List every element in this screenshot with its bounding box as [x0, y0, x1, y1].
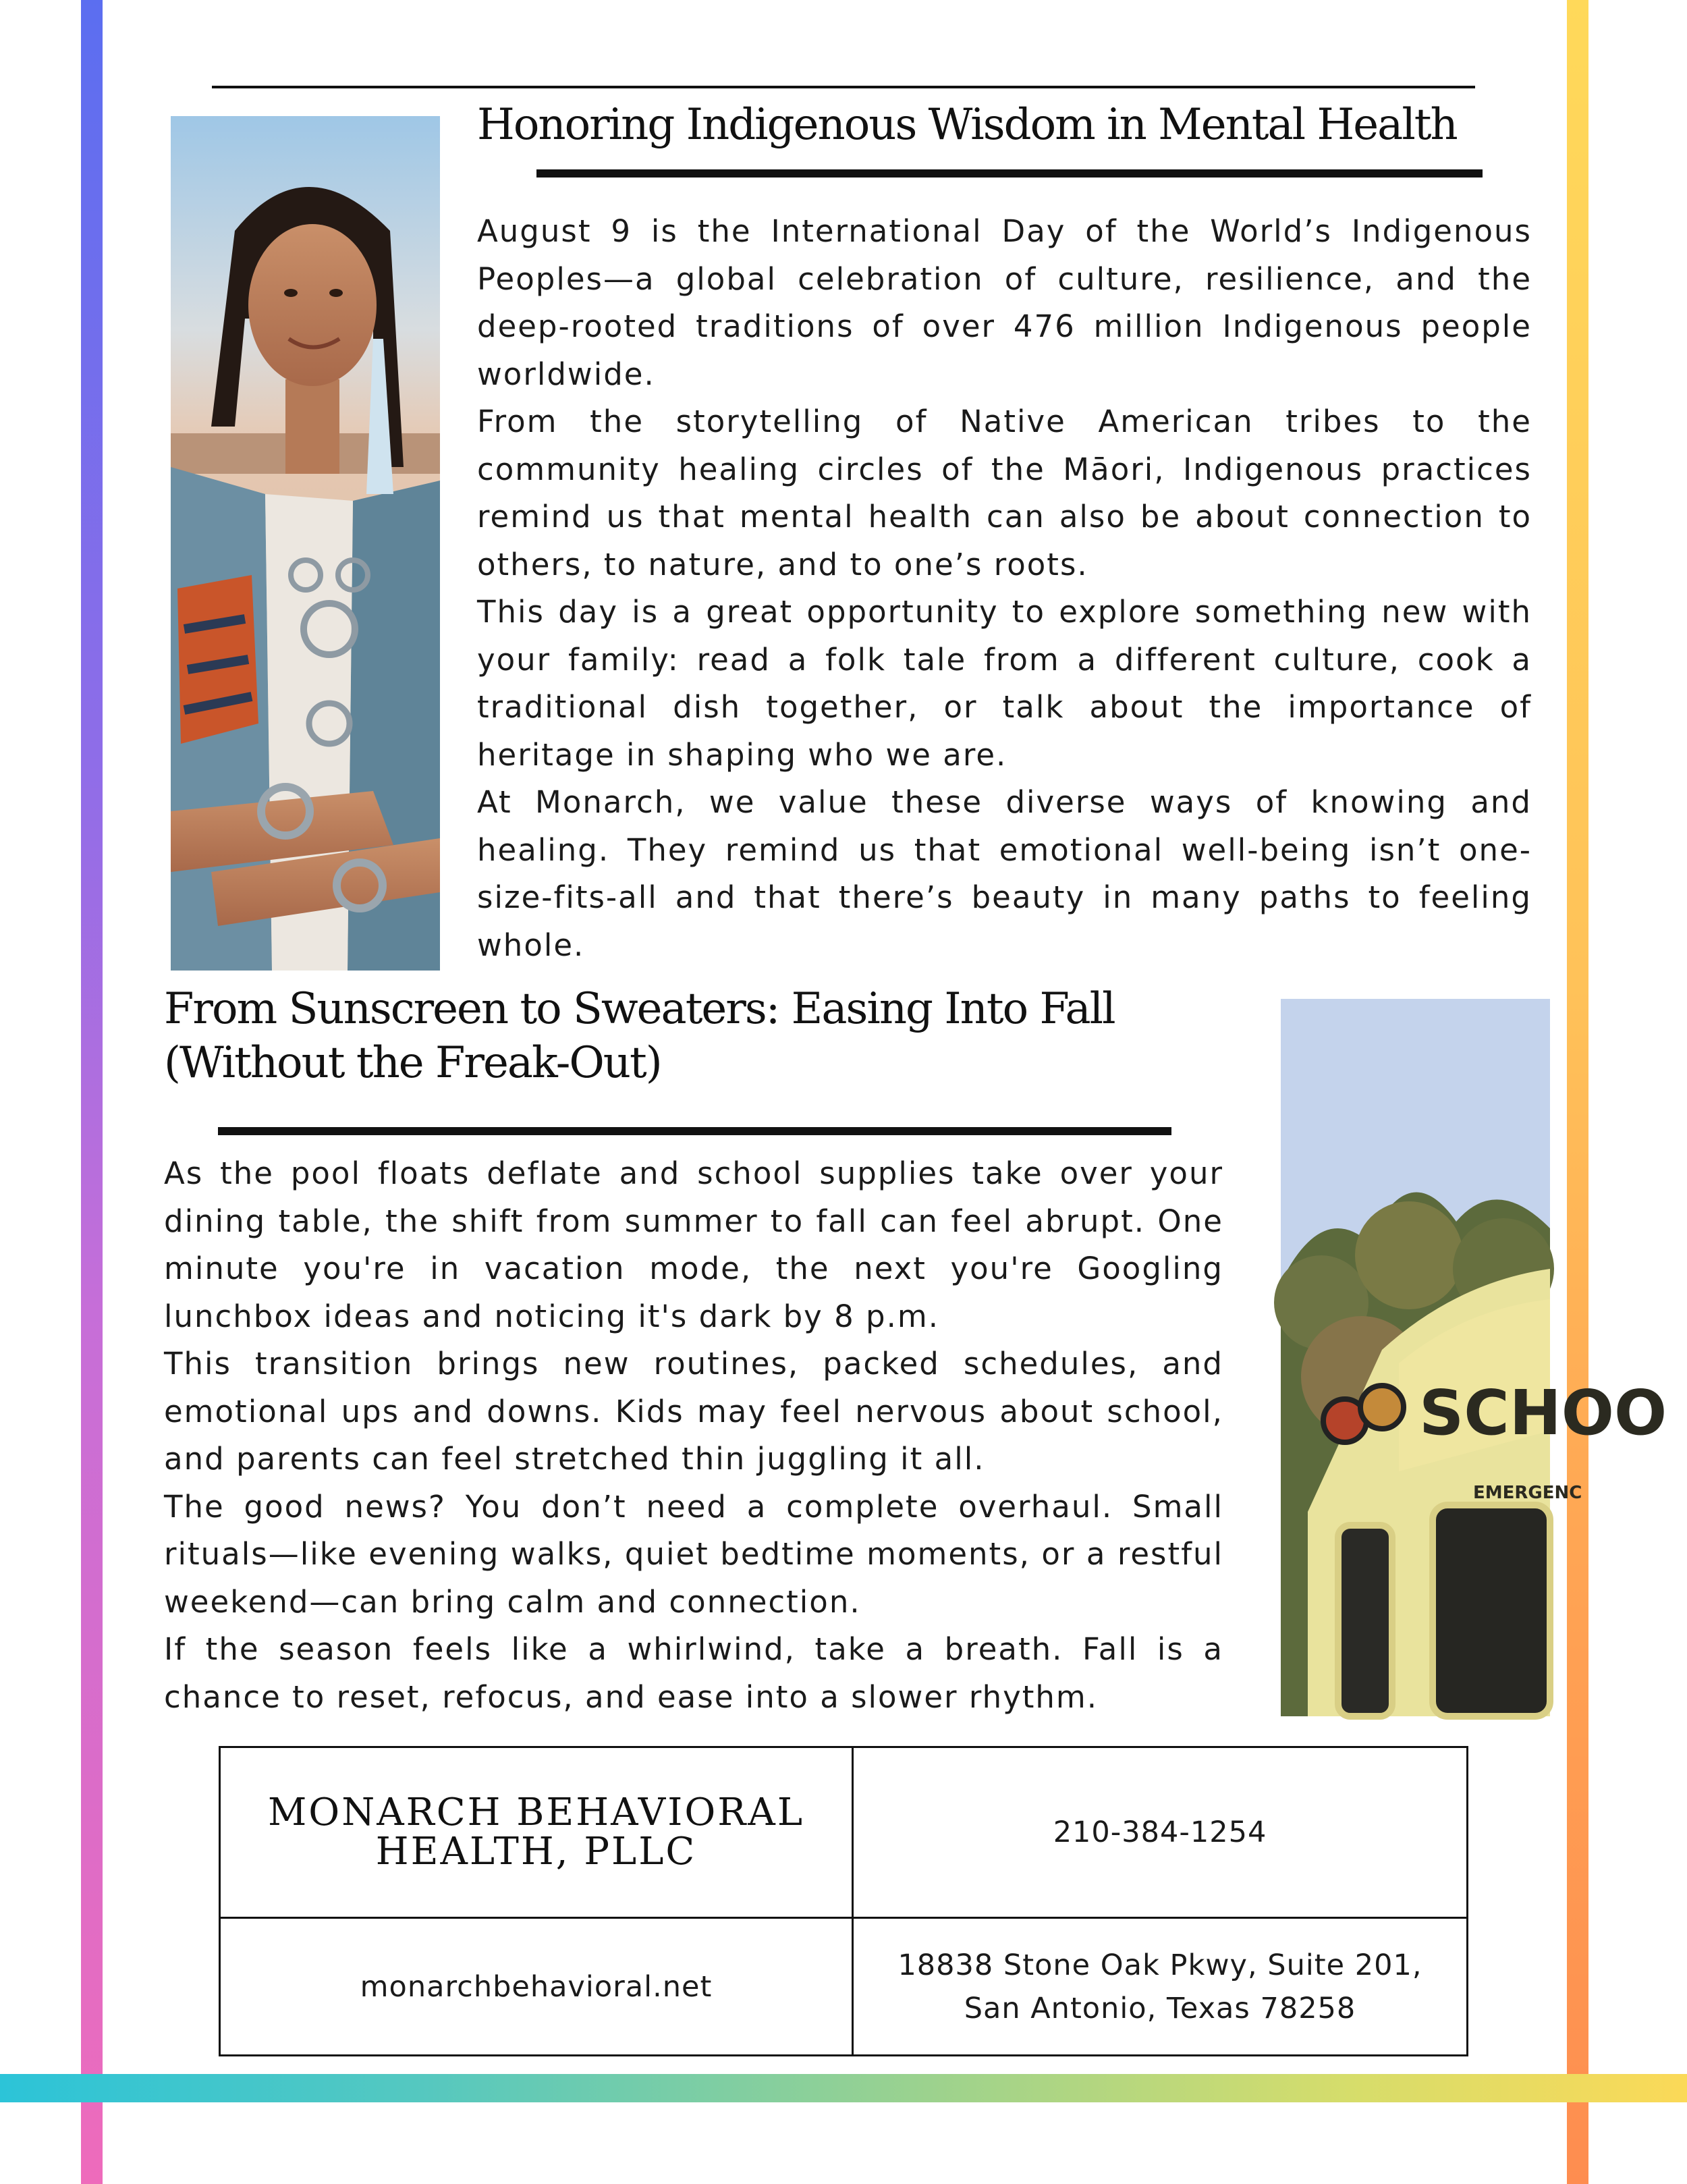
- address-line-2: San Antonio, Texas 78258: [964, 1991, 1356, 2025]
- article2-title: [164, 982, 1176, 1090]
- website-cell: [221, 1919, 852, 2054]
- article2-title-line-2: (Without the Freak-Out): [164, 1038, 661, 1088]
- portrait-photo: [171, 116, 440, 971]
- article1-paragraph-1: August 9 is the International Day of the World’s Indigenous Peoples—a global celebration of culture, resilience, and the deep-rooted traditions of over 476 million Indigenous people worldwide.: [477, 213, 1532, 392]
- article2-paragraph-2: This transition brings new routines, packed schedules, and emotional ups and downs. Kids may feel nervous about school, and parents can feel stretched thin juggling it all.: [164, 1346, 1223, 1477]
- website-link[interactable]: monarchbehavioral.net: [360, 1969, 713, 2004]
- frame-left-stripe: [81, 0, 103, 2184]
- article2-paragraph-1: As the pool floats deflate and school supplies take over your dining table, the shift from summer to fall can feel abrupt. One minute you're in vacation mode, the next you're Googling lunchbox ideas and noticing it's dark by 8 p.m.: [164, 1155, 1223, 1334]
- article1-paragraph-4: At Monarch, we value these diverse ways of knowing and healing. They remind us that emotional well-being isn’t one-size-fits-all and that there’s beauty in many paths to feeling whole.: [477, 784, 1532, 963]
- address-cell: [854, 1919, 1466, 2054]
- article2-paragraph-4: If the season feels like a whirlwind, take a breath. Fall is a chance to reset, refocus, and ease into a slower rhythm.: [164, 1631, 1223, 1715]
- address: [897, 1944, 1422, 2030]
- article1-paragraph-2: From the storytelling of Native American tribes to the community healing circles of the Māori, Indigenous practices remind us that mental health can also be about connection to others, to nature, and to one’s roots.: [477, 404, 1532, 582]
- article1-paragraph-3: This day is a great opportunity to explore something new with your family: read a folk tale from a different culture, cook a traditional dish together, or talk about the importance of heritage in shaping who we are.: [477, 594, 1532, 773]
- frame-right-stripe: [1567, 0, 1588, 2184]
- article2-paragraph-3: The good news? You don’t need a complete overhaul. Small rituals—like evening walks, quiet bedtime moments, or a restful weekend—can bring calm and connection.: [164, 1488, 1223, 1620]
- contact-table: [219, 1746, 1468, 2056]
- phone-cell: [854, 1748, 1466, 1917]
- bus-sign-text: SCHOO: [1419, 1377, 1667, 1449]
- article2-title-line-1: From Sunscreen to Sweaters: Easing Into Fall: [164, 984, 1115, 1034]
- phone-number[interactable]: 210-384-1254: [1053, 1816, 1267, 1849]
- org-name-line-1: MONARCH BEHAVIORAL: [267, 1791, 805, 1834]
- top-rule: [212, 86, 1475, 88]
- school-bus-photo: [1281, 999, 1667, 1716]
- article1-title-underline: [536, 169, 1483, 178]
- frame-bottom-stripe: [0, 2074, 1687, 2102]
- org-name: [268, 1793, 804, 1872]
- bus-label-text: EMERGENC: [1473, 1483, 1582, 1503]
- article2-body: [164, 1150, 1223, 1721]
- address-line-1: 18838 Stone Oak Pkwy, Suite 201,: [897, 1948, 1422, 1982]
- article1-title: Honoring Indigenous Wisdom in Mental Health: [477, 100, 1457, 150]
- article1-body: [477, 208, 1532, 969]
- org-name-line-2: HEALTH, PLLC: [375, 1830, 697, 1874]
- article2-title-underline: [218, 1127, 1171, 1135]
- org-name-cell: [221, 1748, 852, 1917]
